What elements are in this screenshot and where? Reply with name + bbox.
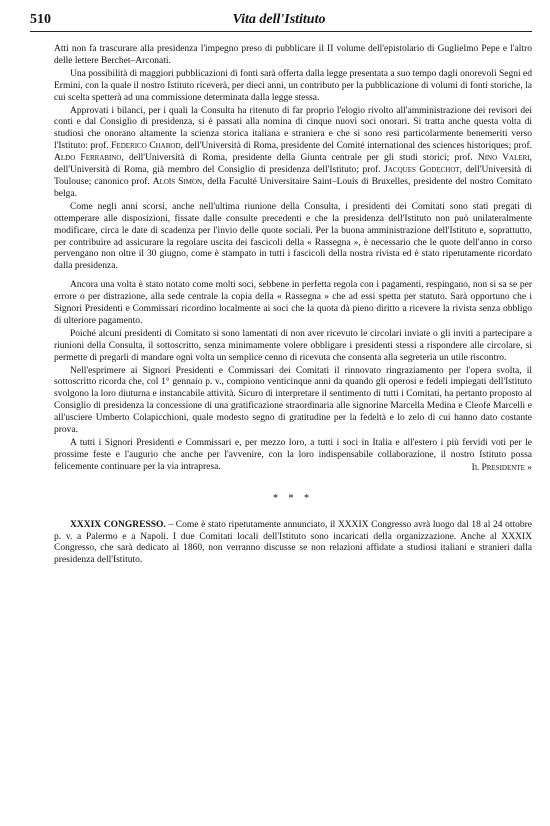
honorary-member-name: Aloïs Simon — [152, 176, 203, 187]
paragraph-3 — [54, 106, 532, 201]
paragraph-3-text-d: , dell'Università di Roma, già membro del Consiglio di presidenza dell'Istituto; prof. — [54, 153, 532, 176]
honorary-member-name: Aldo Ferrabino — [54, 153, 122, 164]
president-signature: Il Presidente » — [471, 462, 532, 473]
running-title: Vita dell'Istituto — [232, 12, 326, 27]
paragraph-1: Atti non fa trascurare alla presidenza l'impegno preso di pubblicare il II volume dell'epistolario di Guglielmo Pepe e l'altro delle lettere Berchet–Arconati. — [54, 44, 532, 66]
page-header — [30, 12, 532, 32]
section-separator: * * * — [273, 492, 313, 504]
paragraph-3-text-e: , dell'Università di Toulouse; canonico prof. — [54, 165, 532, 187]
honorary-member-name: Jacques Godechot — [384, 165, 460, 176]
paragraph-3-text-b: , dell'Università di Roma, presidente del Comité international des sciences historiques; prof. — [180, 141, 532, 152]
congress-text: – Come è stato ripetutamente annunciato, il XXXIX Congresso avrà luogo dal 18 al 24 ottobre p. v. a Palermo e a Napoli. I due Comitati locali dell'Istituto sono incaricati della organizzazione. Anche al XXXIX Congresso, che sarà dedicato al 1860, non verranno discusse se non relazioni affidate a studiosi italiani e stranieri dalla presidenza dell'Istituto. — [54, 519, 533, 566]
honorary-member-name: Nino Valeri — [477, 153, 530, 164]
paragraph-6: Poiché alcuni presidenti di Comitato si sono lamentati di non aver ricevuto le circolari inviate o gli inviti a partecipare a riunioni della Consulta, il sottoscritto, senza minimamente volere obbligare i presidenti stessi a rispondere alle circolare, si permette di pregarli di mandare ogni volta un semplice cenno di ricevuta che consenta alla segreteria un utile riscontro. — [54, 328, 532, 363]
paragraph-2: Una possibilità di maggiori pubblicazioni di fonti sarà offerta dalla legge presentata a suo tempo dagli onorevoli Segni ed Ermini, con la quale il nostro Istituto riceverà, per dieci anni, un contributo per la pubblicazione di volumi di fonti storiche, la cui scelta spetterà ad una commissione determinata dalla legge stessa. — [54, 68, 532, 103]
paragraph-7: Nell'esprimere ai Signori Presidenti e Commissari dei Comitati il rinnovato ringraziamento per l'opera svolta, il sottoscritto ricorda che, col 1° gennaio p. v., compiono venticinque anni da quando gli operosi e fedeli impiegati dell'Istituto svolgono la loro diuturna e instancabile attività. Sicuro di interpretare il sentimento di tutti i Comitati, ha pertanto proposto al Consiglio di presidenza la concessione di una gratificazione straordinaria alle signorine Marcella Medina e Cleofe Marcelli e all'usciere Umberto Colapicchioni, quale modesto segno di gratitudine per la fedeltà e lo zelo di cui hanno dato costante prova. — [54, 365, 532, 436]
congress-paragraph — [54, 520, 532, 568]
paragraph-3-text-c: , dell'Università di Roma, presidente della Giunta centrale per gli studi storici; prof. — [121, 153, 478, 164]
page-number: 510 — [30, 12, 51, 27]
paragraph-5: Ancora una volta è stato notato come molti soci, sebbene in perfetta regola con i pagamenti, respingano, non si sa se per errore o per distrazione, alla sede centrale la copia della « Rassegna » che ad essi spetta per statuto. Sarà opportuno che i Signori Presidenti e Commissari ricordino localmente ai soci che la quota dà pieno diritto a ricevere la rivista senza obbligo di ulteriore pagamento. — [54, 280, 532, 326]
paragraph-8: A tutti i Signori Presidenti e Commissari e, per mezzo loro, a tutti i soci in Italia e all'estero i più fervidi voti per le prossime feste e l'augurio che anche per l'avvenire, con la loro indispensabile collaborazione, il nostro Istituto possa felicemente continuare per la via intrapresa. — [54, 438, 532, 472]
paragraph-3-text-a: Approvati i bilanci, per i quali la Consulta ha ritenuto di far proprio l'elogio rivolto all'amministrazione dei revisori dei conti e dal Consiglio di presidenza, si è passati alla nomina di cinque nuovi soci onorari. Si tratta anche questa volta di studiosi che onorano altamente la scienza storica italiana e straniera e che si sono resi particolarmente benemeriti verso l'Istituto: prof. — [54, 105, 532, 152]
body-text — [54, 44, 532, 567]
paragraph-4: Come negli anni scorsi, anche nell'ultima riunione della Consulta, i presidenti dei Comitati sono stati pregati di ottemperare alle disposizioni, fissate dalle consulte precedenti e che la presidenza dell'Istituto non può unilateralmente modificare, circa le date di scadenza per l'invio delle quote sociali. Per la buona amministrazione dell'Istituto e, soprattutto, per contribuire ad assicurare la regolare uscita dei fascicoli della « Rassegna », è necessario che le quote dell'anno in corso pervengano non oltre il 30 giugno, come è stampato in tutti i fascicoli della nostra rivista ed è stato ripetutamente ricordato dalla presidenza. — [54, 201, 532, 272]
paragraph-3-text-f: , della Faculté Universitaire Saint–Louis di Bruxelles, presidente del nostro Comitato belga. — [54, 176, 532, 199]
honorary-member-name: Federico Chabod — [111, 141, 181, 152]
congress-heading: XXXIX CONGRESSO. — [70, 519, 166, 530]
